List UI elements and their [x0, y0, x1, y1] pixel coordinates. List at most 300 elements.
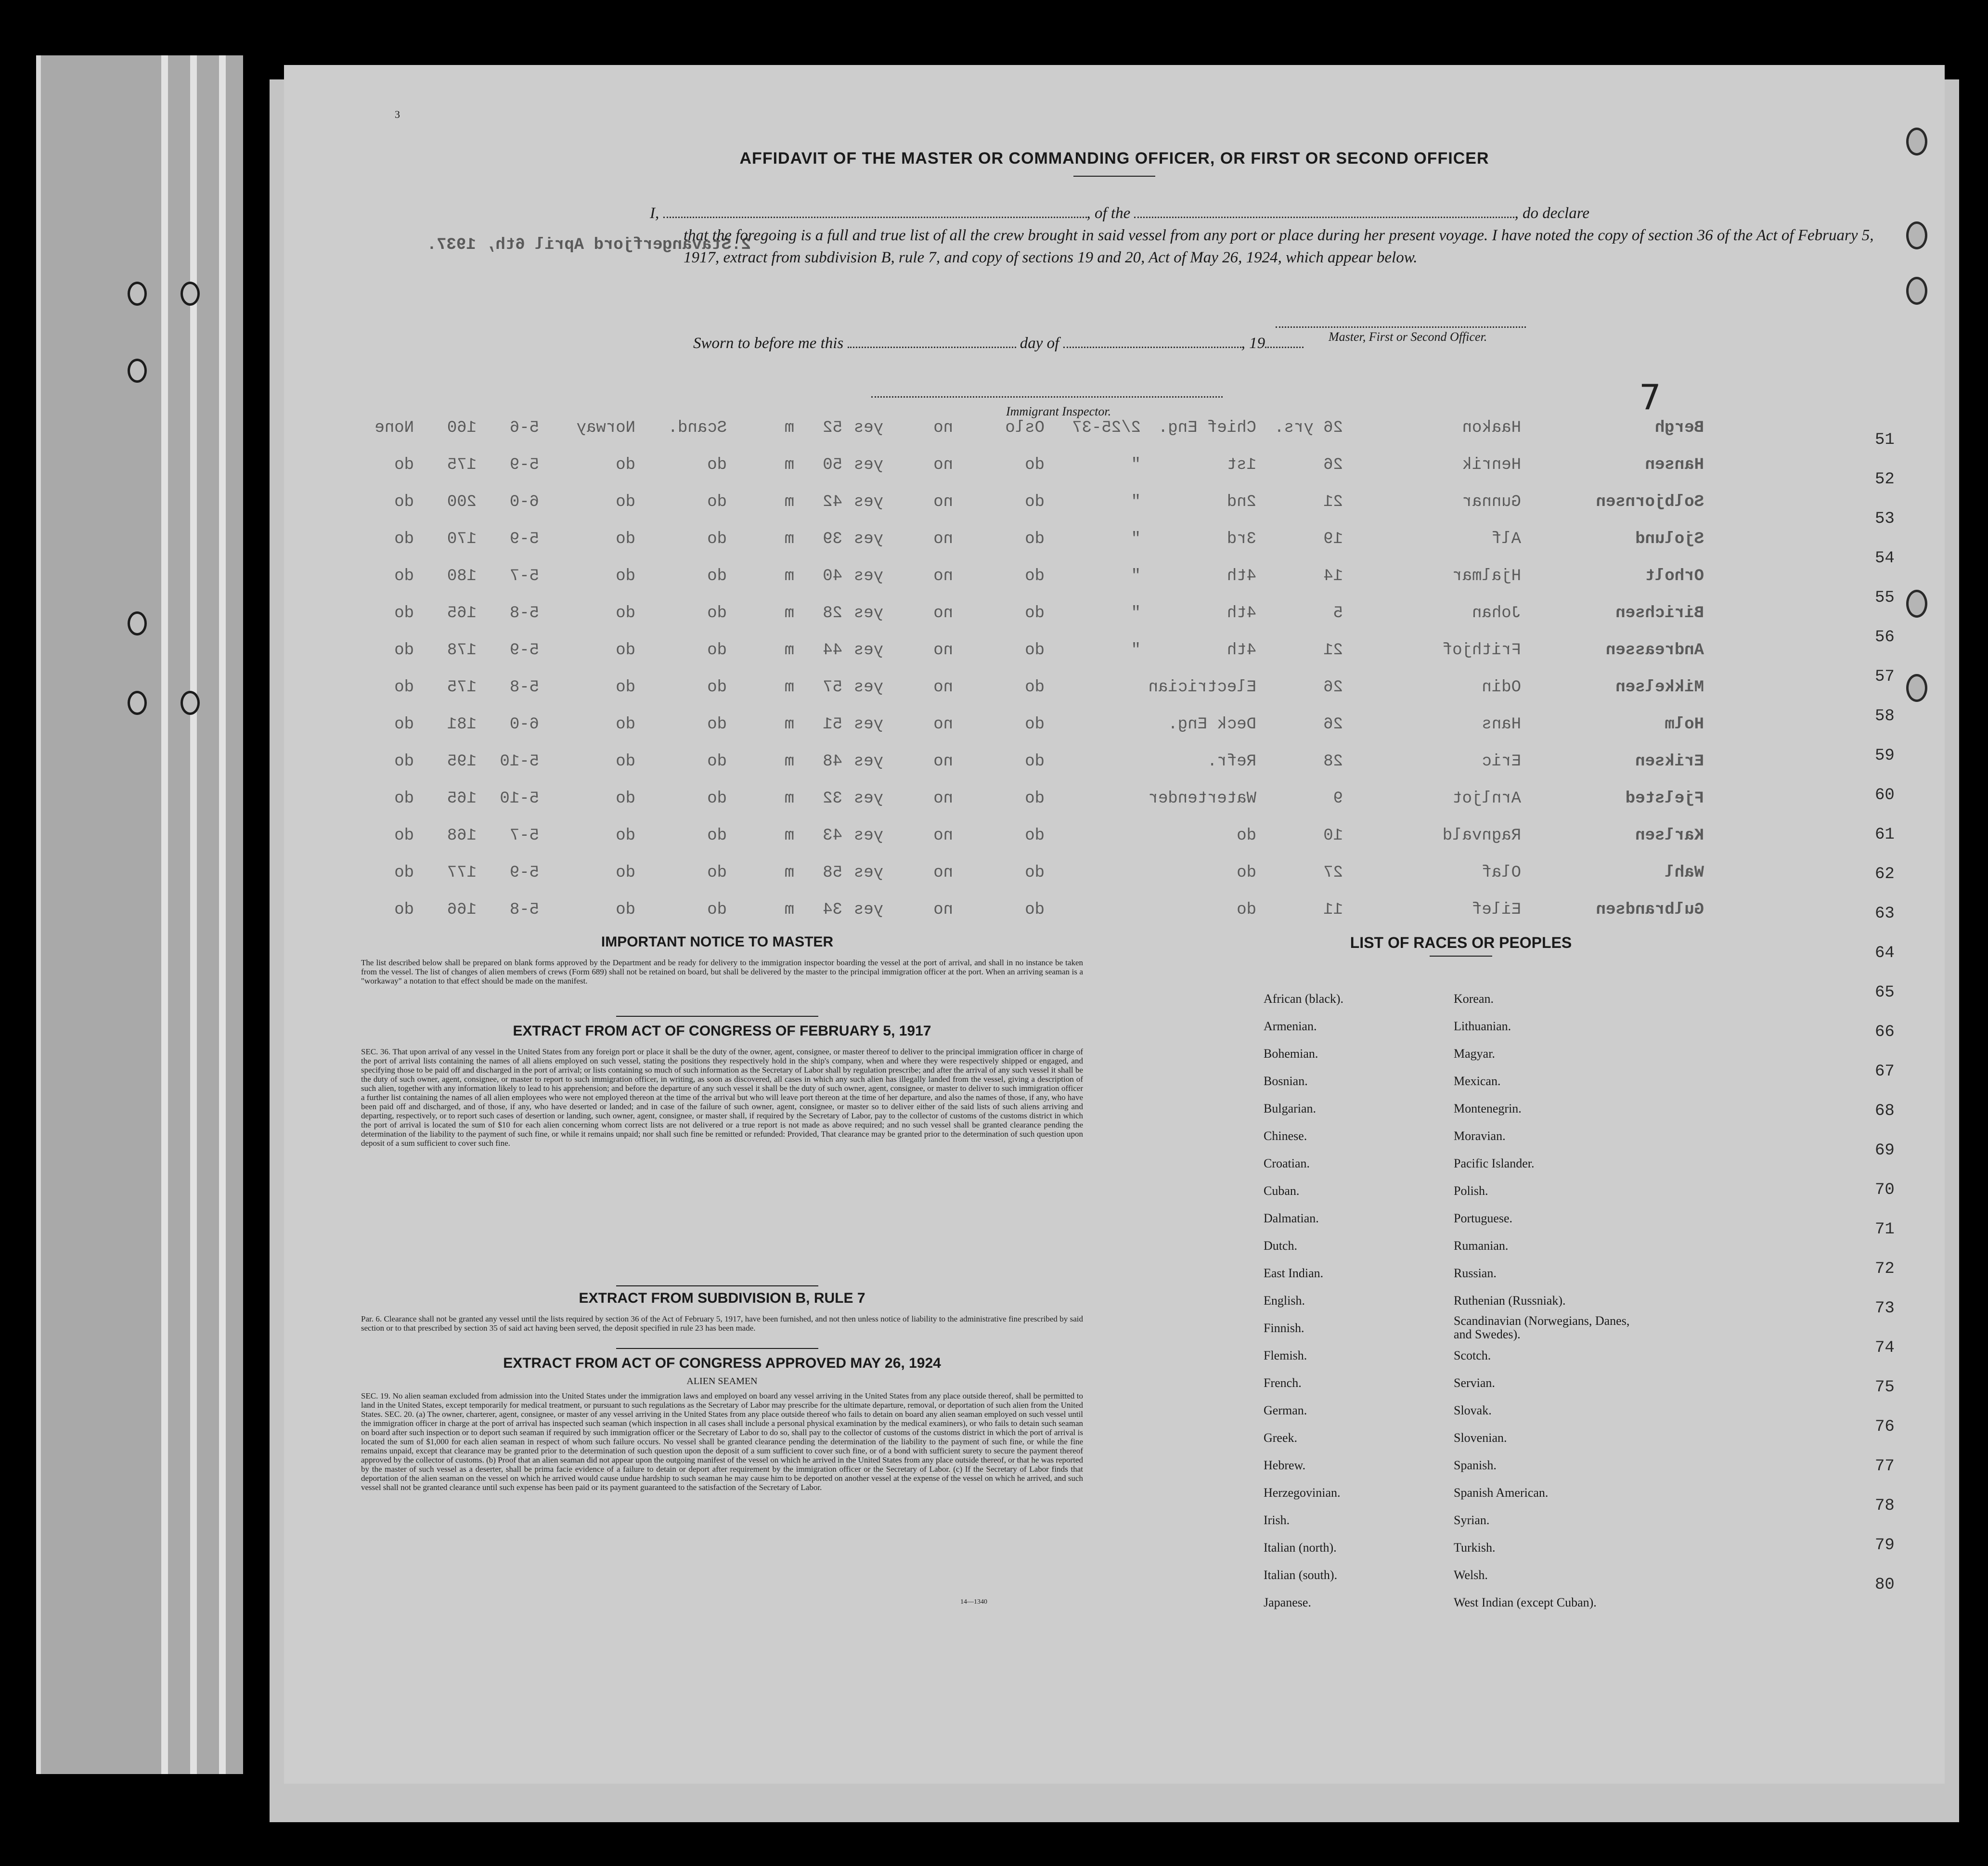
bleed-cell-c2: yes [853, 493, 883, 511]
bleed-cell-weight: 160 [447, 419, 477, 437]
race-item: Greek. [1264, 1431, 1298, 1445]
bleed-cell-marks: do [394, 530, 414, 548]
bleed-cell-surname: Hansen [1645, 456, 1704, 474]
bleed-cell-c3: 28 [823, 604, 842, 622]
bleed-cell-position: 1st [1226, 456, 1256, 474]
bleed-cell-position: 2nd [1226, 493, 1256, 511]
race-item: Slovak. [1454, 1403, 1492, 1417]
bleed-cell-place: do [1025, 456, 1045, 474]
bleed-cell-sex: m [784, 678, 794, 697]
bleed-cell-c3: 43 [823, 827, 842, 845]
race-item: Portuguese. [1454, 1211, 1513, 1225]
rule7-text: Par. 6. Clearance shall not be granted any vessel until the lists required by section 36 of the Act of February 5, 1917, have been furnished, and not then unless notice of liability to the administrative fine prescribed by said section or to that prescribed by section 35 of said act having been served, the deposit specified in rule 23 has been made. [361, 1314, 1083, 1333]
bleed-cell-date: " [1131, 604, 1141, 622]
bleed-cell-c3: 48 [823, 752, 842, 771]
bleed-cell-age: 11 [1323, 901, 1343, 919]
divider [616, 1348, 818, 1349]
race-item: Herzegovinian. [1264, 1486, 1341, 1500]
bleed-row [284, 530, 1945, 559]
bleed-cell-c3: 51 [823, 715, 842, 734]
bleed-cell-position: do [1237, 864, 1256, 882]
bleed-cell-c1: no [933, 715, 953, 734]
race-item: Italian (north). [1264, 1541, 1337, 1555]
bleed-cell-marks: do [394, 827, 414, 845]
bleed-cell-place: do [1025, 530, 1045, 548]
bleed-cell-marks: do [394, 604, 414, 622]
race-item: Scandinavian (Norwegians, Danes, and Swedes). [1454, 1314, 1630, 1341]
extract-1924-subtitle: ALIEN SEAMEN [686, 1376, 758, 1387]
bleed-cell-weight: 200 [447, 493, 477, 511]
bleed-cell-race: do [707, 901, 727, 919]
row-number: 54 [1875, 549, 1895, 568]
master-label: Master, First or Second Officer. [1329, 330, 1487, 344]
bleed-cell-c1: no [933, 604, 953, 622]
bleed-cell-marks: do [394, 456, 414, 474]
race-item: Turkish. [1454, 1541, 1496, 1555]
race-item: East Indian. [1264, 1266, 1324, 1280]
bleed-cell-position: 4th [1226, 641, 1256, 660]
row-number: 80 [1875, 1576, 1895, 1594]
bleed-cell-marks: do [394, 901, 414, 919]
bleed-cell-nation: do [616, 864, 635, 882]
bleed-cell-weight: 166 [447, 901, 477, 919]
bleed-row [284, 567, 1945, 596]
bleed-cell-race: Scand. [668, 419, 727, 437]
bleed-cell-height: 5-10 [500, 790, 539, 808]
row-number: 58 [1875, 707, 1895, 726]
bleed-cell-c2: yes [853, 752, 883, 771]
bleed-cell-race: do [707, 567, 727, 585]
row-number: 75 [1875, 1378, 1895, 1397]
race-item: German. [1264, 1403, 1307, 1417]
bleed-cell-sex: m [784, 827, 794, 845]
bleed-cell-race: do [707, 752, 727, 771]
bleed-cell-marks: do [394, 678, 414, 697]
bleed-cell-place: do [1025, 864, 1045, 882]
race-item: Magyar. [1454, 1047, 1495, 1061]
sworn-day-label: day of [1020, 335, 1059, 352]
row-number: 63 [1875, 905, 1895, 923]
bleed-cell-c1: no [933, 493, 953, 511]
bleed-cell-nation: do [616, 715, 635, 734]
bleed-cell-nation: do [616, 752, 635, 771]
bleed-cell-nation: do [616, 827, 635, 845]
bleed-cell-age: 14 [1323, 567, 1343, 585]
bleed-cell-c1: no [933, 790, 953, 808]
bleed-cell-nation: do [616, 456, 635, 474]
race-item: Spanish. [1454, 1458, 1497, 1472]
row-number: 68 [1875, 1102, 1895, 1120]
bleed-cell-c2: yes [853, 790, 883, 808]
bleed-row [284, 604, 1945, 633]
race-item: Cuban. [1264, 1184, 1300, 1198]
race-item: Italian (south). [1264, 1568, 1338, 1582]
binder-strip [161, 55, 168, 1774]
bleed-cell-race: do [707, 790, 727, 808]
row-number: 59 [1875, 747, 1895, 765]
race-item: Irish. [1264, 1513, 1290, 1527]
bleed-cell-given: Arnljot [1452, 790, 1521, 808]
bleed-cell-c2: yes [853, 901, 883, 919]
bleed-cell-c1: no [933, 530, 953, 548]
bleed-cell-age: 28 [1323, 752, 1343, 771]
bleed-cell-place: do [1025, 567, 1045, 585]
bleed-cell-nation: do [616, 790, 635, 808]
bleed-row [284, 790, 1945, 818]
punch-hole [128, 691, 147, 715]
bleed-cell-date: " [1131, 456, 1141, 474]
bleed-cell-race: do [707, 493, 727, 511]
bleed-cell-given: Olaf [1482, 864, 1521, 882]
bleed-cell-race: do [707, 715, 727, 734]
bleed-cell-nation: do [616, 567, 635, 585]
pencil-mark: 7 [1639, 377, 1661, 417]
bleed-cell-height: 5-10 [500, 752, 539, 771]
bleed-cell-nation: Norway [576, 419, 635, 437]
bleed-cell-age: 26 [1323, 678, 1343, 697]
row-number: 51 [1875, 431, 1895, 449]
sworn-year-label: , 19 [1241, 335, 1265, 352]
row-number: 52 [1875, 470, 1895, 489]
bleed-cell-c2: yes [853, 456, 883, 474]
bleed-cell-sex: m [784, 901, 794, 919]
bleed-cell-sex: m [784, 790, 794, 808]
divider [616, 1016, 818, 1017]
row-number: 70 [1875, 1181, 1895, 1199]
race-item: Mexican. [1454, 1074, 1501, 1088]
bleed-cell-marks: do [394, 790, 414, 808]
extract-1917-text: SEC. 36. That upon arrival of any vessel in the United States from any foreign port or place it shall be the duty of the owner, agent, consignee, or master thereof to deliver to the principal immigration officer in charge of the port of arrival lists containing the names of all aliens employed on such vessel, stating the positions they respectively hold in the ship's company, when and where they were respectively shipped or engaged, and specifying those to be paid off and discharged in the port of arrival; or lists containing so much of such information as the Secretary of Labor shall by regulation prescribe; and after the arrival of any such vessel it shall be the duty of such owner, agent, consignee, or master to report to such immigration officer, in writing, as soon as discovered, all cases in which any such alien has illegally landed from the vessel, giving a description of such alien, together with any information likely to lead to his apprehension; and before the departure of any such vessel it shall be the duty of such owner, agent, consignee, or master to deliver to such immigration officer a further list containing the names of all alien employees who were not employed thereon at the time of the arrival but who will leave port thereon at the time of her departure, and also the names of those, if any, who have been paid off and discharged, and of those, if any, who have deserted or landed; and in case of the failure of such owner, agent, consignee, or master so to deliver either of the said lists of such aliens arriving and departing, respectively, or to report such cases of desertion or landing, such owner, agent, consignee, or master shall, if required by the Secretary of Labor, pay to the collector of customs of the customs district in which the port of arrival is located the sum of $10 for each alien concerning whom correct lists are not delivered or a true report is not made as above required; and no such vessel shall be granted clearance pending the determination of the liability to the payment of such fine, or while it remains unpaid; nor shall such fine be remitted or refunded: Provided, That clearance may be granted prior to the determination of such question upon deposit of a sum sufficient to cover such fine. [361, 1047, 1083, 1148]
bleed-cell-sex: m [784, 715, 794, 734]
bleed-cell-race: do [707, 641, 727, 660]
bleed-cell-race: do [707, 456, 727, 474]
race-item: Chinese. [1264, 1129, 1307, 1143]
bleed-cell-height: 6-0 [509, 493, 539, 511]
race-item: Rumanian. [1454, 1239, 1509, 1253]
bleed-cell-height: 5-8 [509, 901, 539, 919]
bleed-cell-c3: 58 [823, 864, 842, 882]
bleed-cell-given: Henrik [1462, 456, 1521, 474]
bleed-cell-c2: yes [853, 530, 883, 548]
bleed-cell-sex: m [784, 567, 794, 585]
bleed-cell-surname: Orholt [1645, 567, 1704, 585]
row-number: 74 [1875, 1339, 1895, 1357]
bleed-cell-age: 19 [1323, 530, 1343, 548]
bleed-row [284, 827, 1945, 855]
bleed-cell-c3: 52 [823, 419, 842, 437]
sworn-year-blank[interactable] [1265, 336, 1304, 348]
form-number: 14—1340 [960, 1598, 987, 1606]
bleed-cell-c3: 32 [823, 790, 842, 808]
row-number: 57 [1875, 668, 1895, 686]
row-number: 69 [1875, 1141, 1895, 1160]
bleed-cell-given: Gunnar [1462, 493, 1521, 511]
bleed-cell-c1: no [933, 419, 953, 437]
row-number: 77 [1875, 1457, 1895, 1476]
bleed-cell-c2: yes [853, 604, 883, 622]
bleed-cell-height: 6-0 [509, 715, 539, 734]
bleed-header: 2.Stavangerfjord April 6th, 1937. [426, 236, 751, 254]
sworn-day-blank[interactable] [848, 336, 1016, 348]
bleed-cell-c3: 39 [823, 530, 842, 548]
bleed-cell-age: 26 yrs. [1274, 419, 1343, 437]
binder-strip [190, 55, 197, 1774]
bleed-cell-c1: no [933, 864, 953, 882]
bleed-cell-marks: None [374, 419, 414, 437]
bleed-cell-marks: do [394, 752, 414, 771]
bleed-cell-weight: 175 [447, 456, 477, 474]
bleed-row [284, 456, 1945, 485]
bleed-cell-surname: Holm [1665, 715, 1704, 734]
row-number: 67 [1875, 1063, 1895, 1081]
row-number: 76 [1875, 1418, 1895, 1436]
bleed-cell-sex: m [784, 493, 794, 511]
bleed-cell-weight: 165 [447, 604, 477, 622]
extract-1924-text: SEC. 19. No alien seaman excluded from admission into the United States under the immigration laws and employed on board any vessel arriving in the United States from any place outside thereof, shall be permitted to land in the United States, except temporarily for medical treatment, or pursuant to such regulations as the Secretary of Labor may prescribe for the ultimate departure, removal, or deportation of such alien from the United States. SEC. 20. (a) The owner, charterer, agent, consignee, or master of any vessel arriving in the United States from any place outside thereof who fails to detain on board any alien seaman employed on such vessel until the immigration officer in charge at the port of arrival has inspected such seaman (which inspection in all cases shall include a personal physical examination by the medical examiners), or who fails to detain such seaman on board after such inspection or to deport such seaman if required by such immigration officer or the Secretary of Labor to do so, shall pay to the collector of customs of the customs district in which the port of arrival is located the sum of $1,000 for each alien seaman in respect of whom such failure occurs. No vessel shall be granted clearance pending the determination of the liability to the payment of such fine, or while the fine remains unpaid, except that clearance may be granted prior to the determination of such question upon the deposit of a sum sufficient to cover such fine, or of a bond with sufficient surety to secure the payment thereof approved by the collector of customs. (b) Proof that an alien seaman did not appear upon the outgoing manifest of the vessel on which he arrived in the United States from any place outside thereof, or that he was reported by the master of such vessel as a deserter, shall be prima facie evidence of a failure to detain or deport after requirement by the immigration officer or the Secretary of Labor. (c) If the Secretary of Labor finds that deportation of the alien seaman on the vessel on which he arrived would cause undue hardship to such seaman he may cause him to be deported on another vessel at the expense of the vessel on which he arrived, and such vessel shall not be granted clearance until such expense has been paid or its payment guaranteed to the satisfaction of the Secretary of Labor. [361, 1391, 1083, 1492]
race-item: Japanese. [1264, 1595, 1311, 1609]
bleed-cell-place: do [1025, 790, 1045, 808]
bleed-cell-c2: yes [853, 864, 883, 882]
race-item: Russian. [1454, 1266, 1497, 1280]
race-item: English. [1264, 1294, 1305, 1308]
row-number: 73 [1875, 1299, 1895, 1318]
bleed-cell-position: 4th [1226, 567, 1256, 585]
bleed-cell-c3: 50 [823, 456, 842, 474]
bleed-cell-sex: m [784, 864, 794, 882]
bleed-cell-place: Oslo [1005, 419, 1045, 437]
race-item: Finnish. [1264, 1321, 1304, 1335]
affidavit-text [650, 202, 1877, 269]
row-number: 53 [1875, 510, 1895, 528]
inspector-signature-line[interactable] [871, 395, 1223, 398]
sworn-line [693, 335, 1304, 352]
extract-1924-title: EXTRACT FROM ACT OF CONGRESS APPROVED MAY 26, 1924 [503, 1355, 941, 1371]
bleed-row [284, 641, 1945, 670]
bleed-cell-sex: m [784, 530, 794, 548]
bleed-cell-c3: 42 [823, 493, 842, 511]
bleed-cell-surname: Wahl [1665, 864, 1704, 882]
bleed-cell-c1: no [933, 567, 953, 585]
bleed-cell-surname: Solbjornsen [1596, 493, 1704, 511]
master-signature-line[interactable] [1276, 325, 1526, 328]
bleed-cell-weight: 170 [447, 530, 477, 548]
bleed-cell-position: do [1237, 827, 1256, 845]
bleed-cell-place: do [1025, 604, 1045, 622]
sworn-prefix: Sworn to before me this [693, 335, 844, 352]
race-item: West Indian (except Cuban). [1454, 1595, 1597, 1609]
bleed-cell-weight: 180 [447, 567, 477, 585]
bleed-cell-given: Eric [1482, 752, 1521, 771]
bleed-cell-position: 4th [1226, 604, 1256, 622]
bleed-cell-c1: no [933, 752, 953, 771]
bleed-row [284, 678, 1945, 707]
affidavit-of-the: , of the [1086, 205, 1131, 222]
page-number: 3 [395, 108, 400, 120]
race-item: Croatian. [1264, 1156, 1310, 1170]
bleed-cell-nation: do [616, 604, 635, 622]
bleed-cell-c2: yes [853, 715, 883, 734]
bleed-row [284, 493, 1945, 522]
bleed-cell-age: 26 [1323, 456, 1343, 474]
bleed-cell-given: Frithjof [1442, 641, 1521, 660]
bleed-cell-surname: Andreassen [1605, 641, 1704, 660]
bleed-cell-surname: Karlsen [1635, 827, 1704, 845]
sworn-month-blank[interactable] [1063, 336, 1241, 348]
bleed-cell-place: do [1025, 678, 1045, 697]
bleed-cell-nation: do [616, 530, 635, 548]
bleed-cell-position: Electrician [1148, 678, 1256, 697]
race-item: Bulgarian. [1264, 1101, 1317, 1115]
bleed-cell-position: Deck Eng. [1168, 715, 1256, 734]
bleed-cell-sex: m [784, 604, 794, 622]
row-number: 64 [1875, 944, 1895, 962]
bleed-cell-position: Refr. [1207, 752, 1256, 771]
race-item: Armenian. [1264, 1019, 1317, 1033]
bleed-cell-height: 5-8 [509, 604, 539, 622]
bleed-cell-given: Haakon [1462, 419, 1521, 437]
bleed-cell-surname: Eriksen [1635, 752, 1704, 771]
race-item: Syrian. [1454, 1513, 1490, 1527]
bleed-cell-weight: 177 [447, 864, 477, 882]
bleed-cell-date: 2/25-37 [1072, 419, 1141, 437]
race-item: Welsh. [1454, 1568, 1488, 1582]
row-number: 66 [1875, 1023, 1895, 1041]
row-number: 56 [1875, 628, 1895, 647]
divider [616, 1285, 818, 1286]
bleed-cell-height: 5-9 [509, 530, 539, 548]
bleed-cell-given: Eilef [1472, 901, 1521, 919]
bleed-cell-marks: do [394, 493, 414, 511]
bleed-cell-weight: 175 [447, 678, 477, 697]
bleed-cell-age: 27 [1323, 864, 1343, 882]
bleed-cell-given: Johan [1472, 604, 1521, 622]
vessel-blank[interactable] [1134, 206, 1514, 218]
bleed-cell-race: do [707, 678, 727, 697]
bleed-cell-race: do [707, 530, 727, 548]
race-item: Slovenian. [1454, 1431, 1507, 1445]
document-page [284, 65, 1945, 1784]
punch-hole [128, 359, 147, 383]
race-item: Bosnian. [1264, 1074, 1308, 1088]
inspector-label: Immigrant Inspector. [1006, 404, 1111, 418]
bleed-cell-sex: m [784, 419, 794, 437]
row-number: 71 [1875, 1220, 1895, 1239]
races-title: LIST OF RACES OR PEOPLES [1350, 934, 1572, 951]
race-item: African (black). [1264, 992, 1344, 1006]
affidavit-i: I, [650, 205, 659, 222]
bleed-cell-age: 21 [1323, 493, 1343, 511]
bleed-cell-nation: do [616, 678, 635, 697]
race-item: Montenegrin. [1454, 1101, 1522, 1115]
bleed-cell-place: do [1025, 827, 1045, 845]
bleed-cell-height: 5-8 [509, 678, 539, 697]
bleed-through-crew-list [284, 65, 1945, 1784]
bleed-cell-height: 5-9 [509, 864, 539, 882]
punch-hole [181, 691, 200, 715]
row-number: 72 [1875, 1260, 1895, 1278]
bleed-cell-height: 5-9 [509, 456, 539, 474]
race-item: Dalmatian. [1264, 1211, 1319, 1225]
punch-hole [128, 611, 147, 635]
bleed-cell-surname: Birichsen [1615, 604, 1704, 622]
bleed-cell-position: do [1237, 901, 1256, 919]
bleed-cell-nation: do [616, 641, 635, 660]
bleed-cell-nation: do [616, 493, 635, 511]
bleed-cell-surname: Bergh [1654, 419, 1704, 437]
race-item: Dutch. [1264, 1239, 1298, 1253]
bleed-cell-position: 3rd [1226, 530, 1256, 548]
bleed-cell-c1: no [933, 456, 953, 474]
bleed-cell-place: do [1025, 752, 1045, 771]
row-number: 65 [1875, 984, 1895, 1002]
bleed-cell-height: 5-9 [509, 641, 539, 660]
notice-title: IMPORTANT NOTICE TO MASTER [601, 934, 834, 950]
race-item: French. [1264, 1376, 1302, 1390]
bleed-cell-weight: 178 [447, 641, 477, 660]
bleed-cell-weight: 195 [447, 752, 477, 771]
row-number: 55 [1875, 589, 1895, 607]
bleed-cell-given: Ragnvald [1442, 827, 1521, 845]
name-blank[interactable] [663, 206, 1087, 218]
bleed-cell-age: 21 [1323, 641, 1343, 660]
bleed-cell-c1: no [933, 827, 953, 845]
bleed-row [284, 752, 1945, 781]
bleed-cell-c2: yes [853, 678, 883, 697]
race-item: Scotch. [1454, 1348, 1491, 1362]
bleed-row [284, 715, 1945, 744]
bleed-cell-age: 9 [1333, 790, 1343, 808]
race-item: Hebrew. [1264, 1458, 1306, 1472]
bleed-cell-nation: do [616, 901, 635, 919]
bleed-cell-c3: 34 [823, 901, 842, 919]
bleed-cell-c1: no [933, 641, 953, 660]
race-item: Korean. [1454, 992, 1494, 1006]
bleed-cell-given: Hjalmar [1452, 567, 1521, 585]
race-item: Servian. [1454, 1376, 1495, 1390]
bleed-cell-race: do [707, 864, 727, 882]
bleed-cell-place: do [1025, 901, 1045, 919]
bleed-cell-position: Watertender [1148, 790, 1256, 808]
punch-hole [128, 282, 147, 306]
bleed-cell-c3: 44 [823, 641, 842, 660]
bleed-cell-age: 26 [1323, 715, 1343, 734]
row-number: 62 [1875, 865, 1895, 883]
bleed-cell-position: Chief Eng. [1158, 419, 1256, 437]
notice-text: The list described below shall be prepared on blank forms approved by the Department and be ready for delivery to the immigration inspector boarding the vessel at the port of arrival, and shall in no instance be taken from the vessel. The list of changes of alien members of crews (Form 689) shall not be retained on board, but shall be delivered by the master to the principal immigration officer at the port. When an arriving seaman is a "workaway" a notation to that effect should be made on the manifest. [361, 958, 1083, 985]
row-number: 61 [1875, 826, 1895, 844]
bleed-cell-date: " [1131, 567, 1141, 585]
bleed-cell-marks: do [394, 715, 414, 734]
binder-edge [36, 55, 243, 1774]
bleed-cell-weight: 181 [447, 715, 477, 734]
race-item: Polish. [1454, 1184, 1488, 1198]
bleed-cell-surname: Mikkelsen [1615, 678, 1704, 697]
rule7-title: EXTRACT FROM SUBDIVISION B, RULE 7 [579, 1290, 865, 1306]
bleed-cell-given: Odin [1482, 678, 1521, 697]
bleed-cell-surname: Gulbrandsen [1596, 901, 1704, 919]
affidavit-body: that the foregoing is a full and true list of all the crew brought in said vessel from any port or place during her present voyage. I have noted the copy of section 36 of the Act of February 5, 1917, extract from subdivision B, rule 7, and copy of sections 19 and 20, Act of May 26, 1924, which appear below. [684, 227, 1874, 266]
bleed-cell-date: " [1131, 530, 1141, 548]
row-number: 78 [1875, 1497, 1895, 1515]
race-item: Flemish. [1264, 1348, 1307, 1362]
bleed-cell-date: " [1131, 493, 1141, 511]
bleed-row [284, 864, 1945, 893]
race-item: Lithuanian. [1454, 1019, 1511, 1033]
bleed-cell-c3: 57 [823, 678, 842, 697]
bleed-cell-c2: yes [853, 827, 883, 845]
bleed-cell-sex: m [784, 641, 794, 660]
bleed-cell-age: 5 [1333, 604, 1343, 622]
